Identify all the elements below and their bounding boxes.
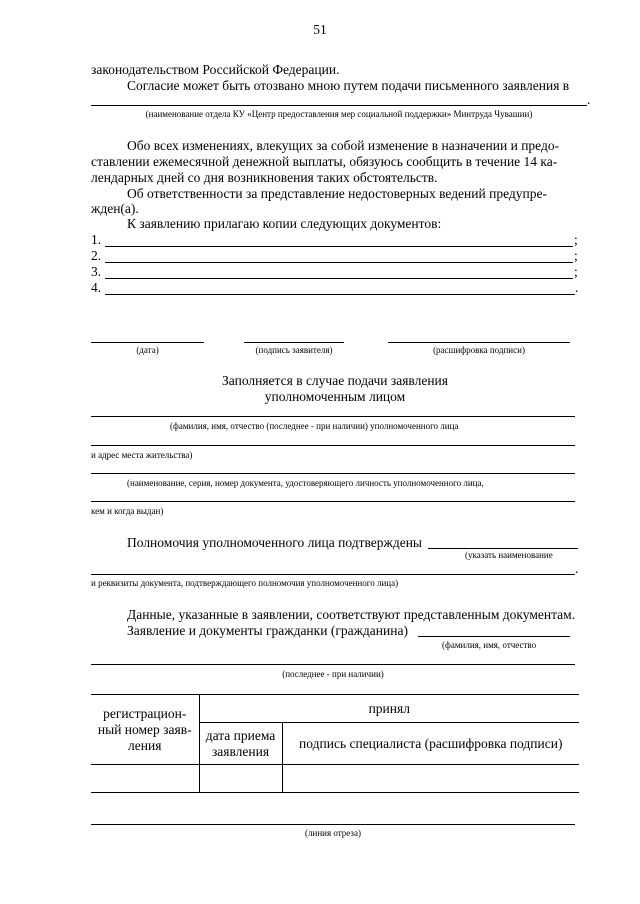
date-received-cell[interactable] (199, 765, 282, 793)
doc-item-2-num: 2. (91, 248, 102, 263)
changes-line-3: лендарных дней со дня возникновения таких обстоятельств. (91, 170, 438, 185)
reg-number-header: регистрацион- ный номер заяв- ления (91, 695, 199, 765)
signature-caption: (подпись заявителя) (255, 345, 333, 355)
citizen-fio-caption: (фамилия, имя, отчество (442, 640, 537, 650)
rep-name-caption: (фамилия, имя, отчество (последнее - при наличии) уполномоченного лица (170, 421, 459, 431)
department-line[interactable] (91, 105, 587, 106)
cut-line-caption: (линия отреза) (305, 828, 361, 838)
reg-number-cell[interactable] (91, 765, 199, 793)
accepted-header: принял (199, 695, 579, 723)
doc-item-1-end: ; (574, 232, 578, 247)
rep-issued-caption: кем и когда выдан) (91, 506, 164, 516)
doc-item-3-end: ; (574, 264, 578, 279)
doc-item-3-num: 3. (91, 264, 102, 279)
powers-end: . (575, 561, 579, 576)
verification-line-1: Данные, указанные в заявлении, соответствуют представленным документам. (127, 607, 576, 622)
date-received-header: дата приема заявления (199, 723, 282, 765)
powers-caption-2: и реквизиты документа, подтверждающего полномочия уполномоченного лица) (91, 578, 399, 588)
doc-item-4-num: 4. (91, 280, 102, 295)
rep-doc-line[interactable] (91, 473, 575, 474)
cut-line (91, 824, 575, 825)
representative-title-2: уполномоченным лицом (264, 389, 406, 404)
powers-text: Полномочия уполномоченного лица подтверждены (127, 535, 422, 550)
rep-address-caption: и адрес места жительства) (91, 450, 193, 460)
date-caption: (дата) (136, 345, 159, 355)
doc-item-1-num: 1. (91, 232, 102, 247)
decode-line[interactable] (388, 342, 570, 343)
changes-line-2: ставлении ежемесячной денежной выплаты, обязуюсь сообщить в течение 14 ка- (91, 154, 558, 169)
doc-item-4-line[interactable] (105, 294, 575, 295)
department-caption: (наименование отдела КУ «Центр предоставления мер социальной поддержки» Минтруда Чувашии) (145, 109, 533, 119)
powers-line-2[interactable] (91, 574, 575, 575)
specialist-signature-header: подпись специалиста (расшифровка подписи) (282, 723, 579, 765)
changes-line-4: Об ответственности за представление недостоверных ведений предупре- (127, 186, 547, 201)
citizen-fio-line-2[interactable] (91, 664, 575, 665)
decode-caption: (расшифровка подписи) (433, 345, 525, 355)
rep-name-line[interactable] (91, 416, 575, 417)
rep-address-line[interactable] (91, 445, 575, 446)
doc-item-2-end: ; (574, 248, 578, 263)
doc-item-3-line[interactable] (105, 278, 573, 279)
changes-line-1: Обо всех изменениях, влекущих за собой изменение в назначении и предо- (127, 138, 560, 153)
representative-title-1: Заполняется в случае подачи заявления (222, 373, 448, 388)
documents-header: К заявлению прилагаю копии следующих документов: (127, 216, 442, 231)
rep-doc-caption: (наименование, серия, номер документа, удостоверяющего личность уполномоченного лица, (127, 478, 484, 488)
page-number: 51 (313, 22, 327, 37)
changes-line-5: жден(а). (91, 201, 139, 216)
citizen-fio-line[interactable] (418, 636, 570, 637)
intro-line-end: . (587, 92, 591, 107)
doc-item-1-line[interactable] (105, 246, 573, 247)
verification-line-2: Заявление и документы гражданки (гражданина) (127, 623, 408, 638)
intro-line-2: Согласие может быть отозвано мною путем подачи письменного заявления в (127, 78, 570, 93)
signature-line[interactable] (244, 342, 344, 343)
rep-issued-line[interactable] (91, 501, 575, 502)
powers-caption-1: (указать наименование (465, 550, 553, 560)
doc-item-4-end: . (575, 280, 579, 295)
date-line[interactable] (91, 342, 204, 343)
registration-table (91, 694, 579, 793)
doc-item-2-line[interactable] (105, 262, 573, 263)
citizen-fio-caption-2: (последнее - при наличии) (282, 669, 384, 679)
powers-line-1[interactable] (428, 548, 578, 549)
specialist-signature-cell[interactable] (282, 765, 579, 793)
intro-line-1: законодательством Российской Федерации. (91, 62, 340, 77)
